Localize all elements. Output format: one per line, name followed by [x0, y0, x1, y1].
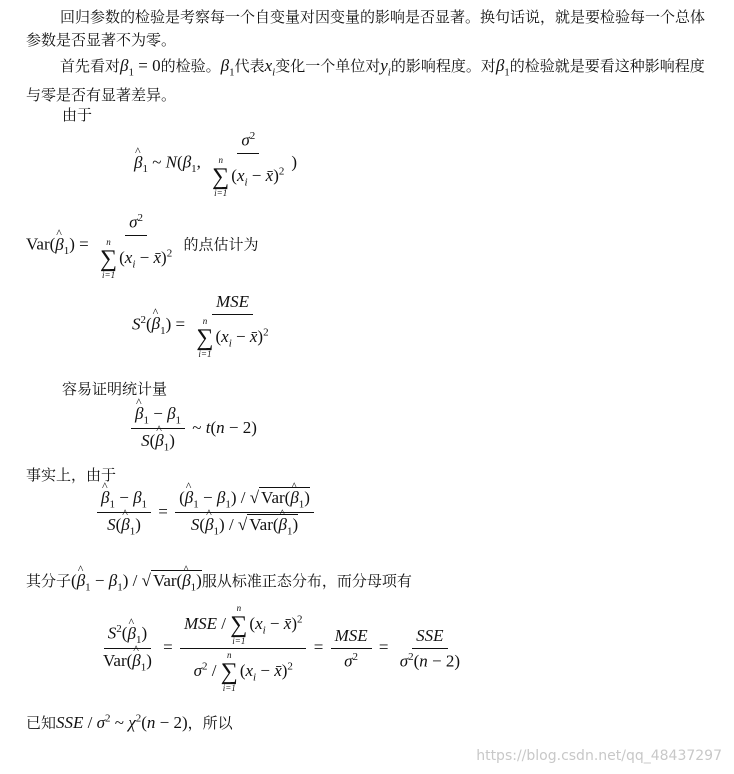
- text-segment: 变化一个单位对: [275, 57, 381, 75]
- text-segment: 已知: [26, 714, 57, 732]
- text-segment: ，所以: [187, 714, 233, 732]
- text-segment: 的影响程度。对: [390, 57, 496, 75]
- formula-mse-chain: $\frac{S^2(\^{} \beta_1)}{Var(\^{} \beta_1)}$ = MSE / n ∑ i=1 ($x_i$ − x̄)$^2$ $\sigma^2$ / n ∑ i=1 ($x_i$ − x̄)$^2$ = $\frac{\text{MSE}}{\sigma^2}$ = $\frac{\text{SSE}}{\sigma^2(n - 2)}$: [96, 604, 467, 693]
- intro-text: 回归参数的检验是考察每一个自变量对因变量的影响是否显著。换句话说，就是要检验每一个总体参数是否显著不为零。: [26, 8, 706, 49]
- paragraph-intro: [26, 6, 716, 52]
- paragraph-chi-square: 已知SSE / $\sigma^2$ ~ $\chi^2(n - 2)$，所以: [26, 712, 233, 732]
- label-point-estimate: 的点估计为: [183, 235, 259, 254]
- text-segment: 的检验。: [160, 57, 221, 75]
- text-segment: 代表: [234, 57, 265, 75]
- text-segment: 其分子: [26, 572, 72, 590]
- paragraph-beta1-test: 首先看对$\beta_1 = 0$的检验。$\beta_1$代表$x_i$变化一个单位对$y_i$的影响程度。对$\beta_1$的检验就是要看这种影响程度与零是否有显著差异。: [26, 56, 705, 105]
- label-rongyi: 容易证明统计量: [62, 380, 168, 398]
- paragraph-numerator: 其分子(^ $\beta_1 - \beta_1$) / √ Var(^ $\beta_1$)服从标准正态分布，而分母项有: [26, 570, 412, 593]
- formula-variance: Var(^ $\beta_1$) = $\sigma^2$ n ∑ i=1 ($x_i$ − x̄)$^2$ 的点估计为: [26, 212, 258, 280]
- label-shishi: 事实上，由于: [26, 466, 117, 484]
- watermark: https://blog.csdn.net/qq_48437297: [476, 748, 722, 764]
- formula-t-statistic: ^ $\frac{\beta_1 - \beta_1}{S(\^{} \beta_1)}$ ~ t(n − 2): [128, 404, 257, 454]
- text-segment: 的检验就是要看这种影响程度与零是否有显著差异。: [26, 57, 705, 105]
- formula-s-squared: $S^2(\^{}$ $\beta_1$) = MSE n ∑ i=1 ($x_i$ − x̄)$^2$: [132, 292, 276, 359]
- label-youyu: 由于: [62, 106, 93, 124]
- formula-ratio: ^ $\frac{\beta_1 - \beta_1}{S(\^{} \beta_1)}$ = $\frac{(\^{} \beta_1 - \beta_1) / √ Var(\^{} \beta_1)}{S(\^{} \beta_1) / √ Var(\^{} \beta_1)}$: [94, 488, 317, 538]
- text-segment: 首先看对: [60, 57, 121, 75]
- text-segment: 服从标准正态分布，而分母项有: [201, 572, 412, 590]
- formula-beta-distribution: ^ $\beta_1$ ~ $N(\beta_1$, $\sigma^2$ n ∑ i=1 ($x_i$ − x̄)$^2$ ): [134, 130, 297, 198]
